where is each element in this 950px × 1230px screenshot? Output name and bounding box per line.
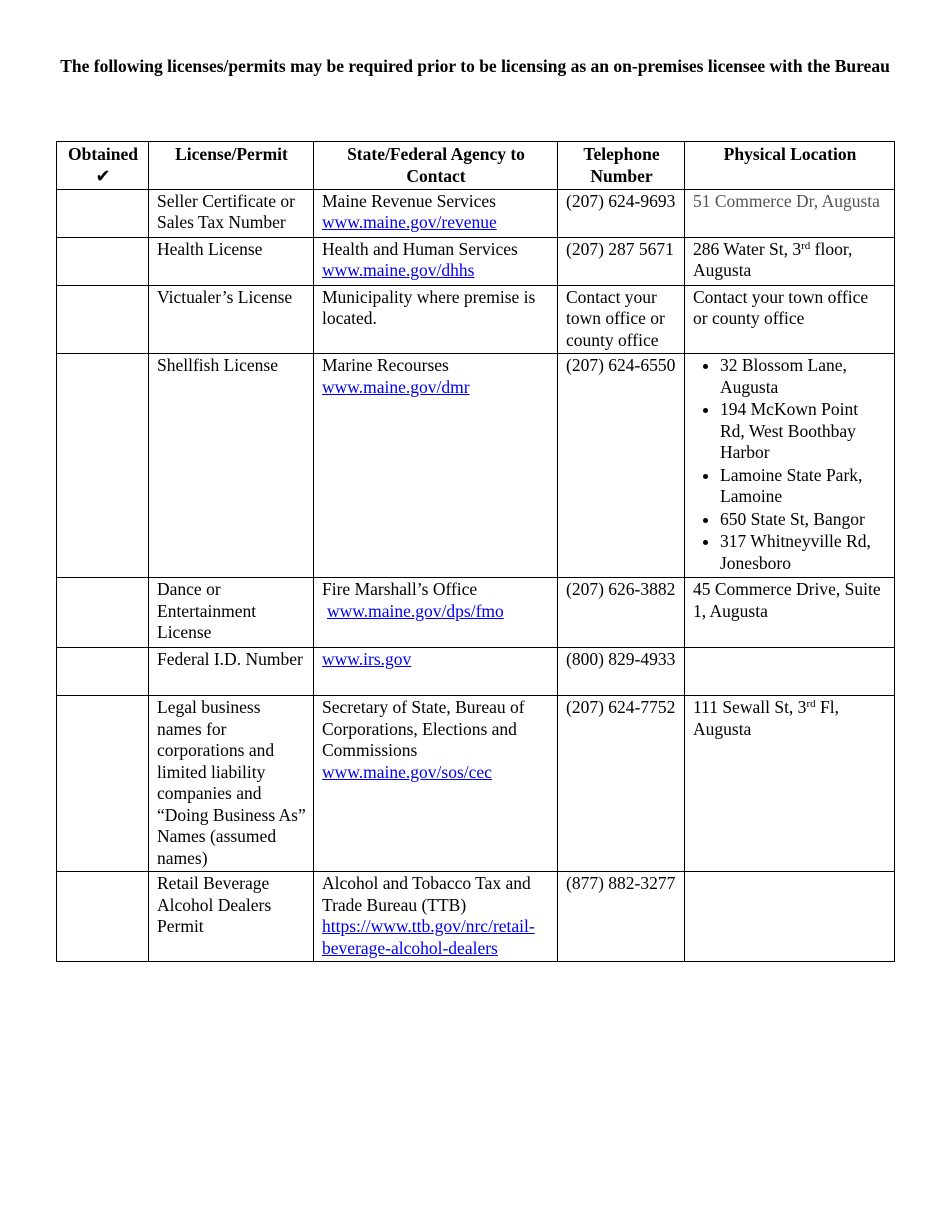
list-item: • 32 Blossom Lane, Augusta (720, 355, 887, 398)
agency-cell (314, 696, 558, 872)
agency-cell (314, 872, 558, 962)
license-cell: Seller Certificate or Sales Tax Number (149, 189, 314, 237)
obtained-cell[interactable] (57, 578, 149, 648)
phone-cell: (207) 626-3882 (558, 578, 685, 648)
location-cell (685, 354, 895, 578)
obtained-cell[interactable] (57, 237, 149, 285)
agency-link[interactable]: https://www.ttb.gov/nrc/retail-beverage-alcohol-dealers (322, 916, 535, 958)
obtained-cell[interactable] (57, 872, 149, 962)
agency-name: Secretary of State, Bureau of Corporations, Elections and Commissions (322, 697, 525, 760)
check-mark-icon: ✔ (95, 165, 111, 187)
table-row (57, 648, 895, 696)
agency-link[interactable]: www.maine.gov/dmr (322, 376, 470, 397)
agency-name: Alcohol and Tobacco Tax and Trade Bureau (TTB) (322, 873, 531, 915)
table-row (57, 189, 895, 237)
license-cell: Federal I.D. Number (149, 648, 314, 696)
location-list (693, 355, 887, 574)
obtained-header (57, 142, 149, 190)
location-cell (685, 648, 895, 696)
obtained-cell[interactable] (57, 285, 149, 354)
list-item: • 650 State St, Bangor (720, 509, 887, 531)
table-row (57, 285, 895, 354)
obtained-cell[interactable] (57, 354, 149, 578)
phone-header: Telephone Number (558, 142, 685, 190)
table-row (57, 354, 895, 578)
page-title: The following licenses/permits may be required prior to be licensing as an on-premises licensee with the Bureau (60, 56, 890, 76)
location-text: 286 Water St, 3 (693, 238, 802, 259)
license-cell: Dance or Entertainment License (149, 578, 314, 648)
agency-cell (314, 189, 558, 237)
license-table (56, 141, 895, 962)
phone-cell: (207) 624-7752 (558, 696, 685, 872)
obtained-header-label: Obtained (67, 144, 139, 164)
license-cell: Health License (149, 237, 314, 285)
location-cell: 45 Commerce Drive, Suite 1, Augusta (685, 578, 895, 648)
location-cell (685, 237, 895, 285)
agency-link[interactable]: www.maine.gov/dps/fmo (327, 600, 504, 621)
ordinal-suffix: rd (801, 239, 811, 252)
list-item: • 317 Whitneyville Rd, Jonesboro (720, 531, 887, 574)
location-text: floor, Augusta (693, 238, 853, 280)
table-row (57, 237, 895, 285)
location-text: 111 Sewall St, 3 (693, 697, 807, 717)
phone-cell: (207) 624-6550 (558, 354, 685, 578)
license-cell: Victualer’s License (149, 285, 314, 354)
obtained-cell[interactable] (57, 189, 149, 237)
location-text: Fl, Augusta (693, 697, 839, 739)
phone-cell: (207) 287 5671 (558, 237, 685, 285)
agency-cell (314, 354, 558, 578)
license-cell: Shellfish License (149, 354, 314, 578)
table-row (57, 578, 895, 648)
phone-cell: (207) 624-9693 (558, 189, 685, 237)
table-row (57, 872, 895, 962)
phone-cell: (800) 829-4933 (558, 648, 685, 696)
obtained-cell[interactable] (57, 696, 149, 872)
location-cell: Contact your town office or county office (685, 285, 895, 354)
agency-name: Fire Marshall’s Office (322, 579, 478, 599)
license-header: License/Permit (149, 142, 314, 190)
agency-header: State/Federal Agency to Contact (314, 142, 558, 190)
agency-link[interactable]: www.irs.gov (322, 649, 412, 669)
list-item: • Lamoine State Park, Lamoine (720, 465, 887, 508)
ordinal-suffix: rd (806, 698, 816, 710)
list-item: • 194 McKown Point Rd, West Boothbay Harbor (720, 399, 887, 464)
table-header-row (57, 142, 895, 190)
license-cell: Retail Beverage Alcohol Dealers Permit (149, 872, 314, 962)
table-row (57, 696, 895, 872)
agency-cell (314, 237, 558, 285)
agency-name: Health and Human Services (322, 238, 518, 259)
obtained-cell[interactable] (57, 648, 149, 696)
agency-cell (314, 578, 558, 648)
location-cell: 51 Commerce Dr, Augusta (685, 189, 895, 237)
license-cell: Legal business names for corporations and limited liability companies and “Doing Business As” Names (assumed names) (149, 696, 314, 872)
agency-cell: Municipality where premise is located. (314, 285, 558, 354)
agency-name: Maine Revenue Services (322, 190, 496, 211)
phone-cell: (877) 882-3277 (558, 872, 685, 962)
agency-link[interactable]: www.maine.gov/revenue (322, 212, 497, 232)
agency-link[interactable]: www.maine.gov/dhhs (322, 260, 475, 280)
agency-link[interactable]: www.maine.gov/sos/cec (322, 761, 492, 782)
location-header: Physical Location (685, 142, 895, 190)
agency-name: Marine Recourses (322, 355, 449, 375)
location-cell (685, 696, 895, 872)
agency-cell (314, 648, 558, 696)
location-cell (685, 872, 895, 962)
phone-cell: Contact your town office or county office (558, 285, 685, 354)
